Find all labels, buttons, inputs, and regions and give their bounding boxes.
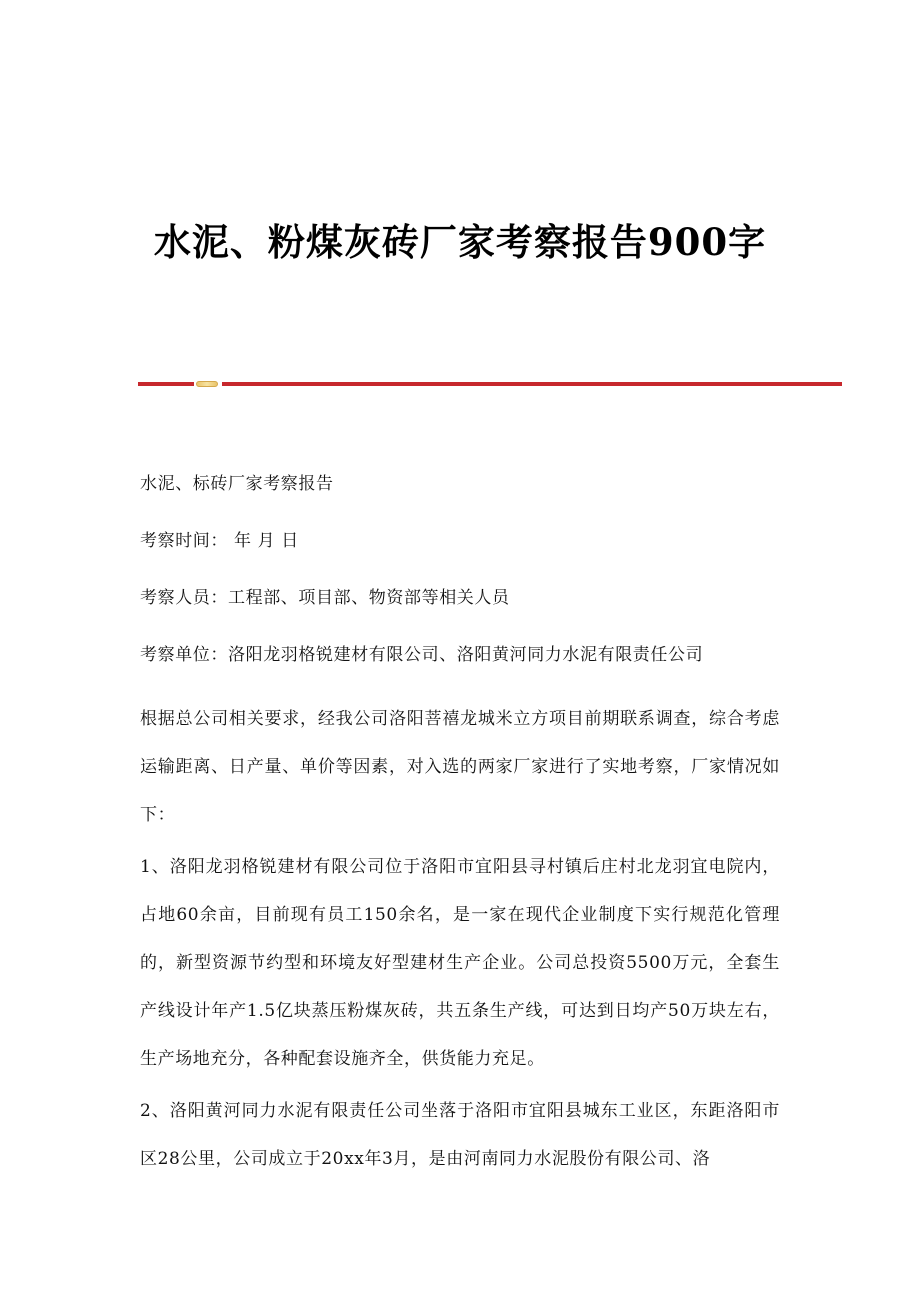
inspection-units: 考察单位：洛阳龙羽格锐建材有限公司、洛阳黄河同力水泥有限责任公司 [140,645,704,665]
ornament-icon [196,381,218,387]
divider-bar-left [138,382,194,386]
inspection-people: 考察人员：工程部、项目部、物资部等相关人员 [140,588,510,608]
report-subtitle: 水泥、标砖厂家考察报告 [140,474,334,494]
page-title: 水泥、粉煤灰砖厂家考察报告900字 [153,220,767,264]
paragraph-company-2: 2、洛阳黄河同力水泥有限责任公司坐落于洛阳市宜阳县城东工业区，东距洛阳市区28公里，公司成立于20xx年3月，是由河南同力水泥股份有限公司、洛 [140,1101,780,1169]
paragraph-company-1: 1、洛阳龙羽格锐建材有限公司位于洛阳市宜阳县寻村镇后庄村北龙羽宜电院内，占地60余亩，目前现有员工150余名，是一家在现代企业制度下实行规范化管理的，新型资源节约型和环境友好型建材生产企业。公司总投资5500万元，全套生产线设计年产1.5亿块蒸压粉煤灰砖，共五条生产线，可达到日均产50万块左右，生产场地充分，各种配套设施齐全，供货能力充足。 [140,857,780,1069]
title-divider [138,380,842,388]
inspection-time: 考察时间： 年 月 日 [140,531,299,551]
divider-bar-right [222,382,842,386]
paragraph-intro: 根据总公司相关要求，经我公司洛阳菩禧龙城米立方项目前期联系调查，综合考虑运输距离、日产量、单价等因素，对入选的两家厂家进行了实地考察，厂家情况如下： [140,709,780,825]
document-body [140,467,780,1187]
